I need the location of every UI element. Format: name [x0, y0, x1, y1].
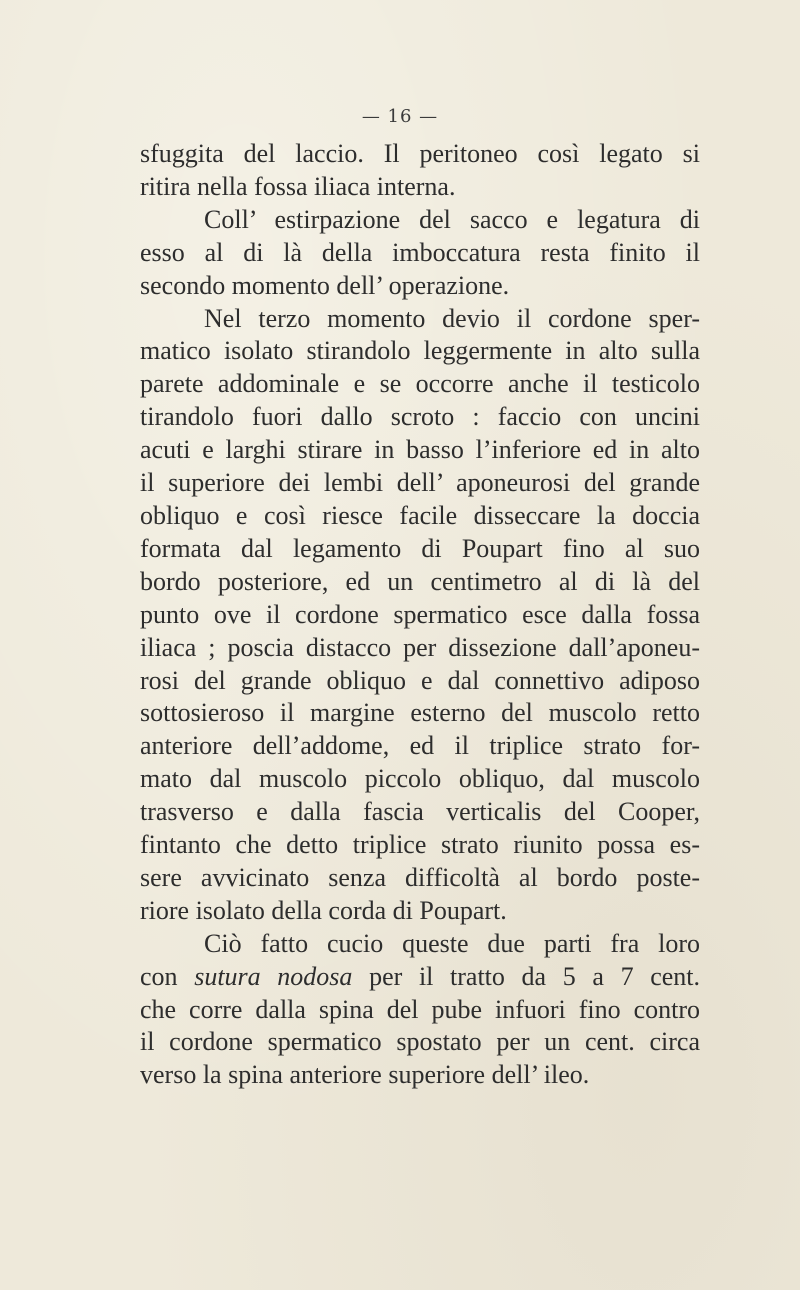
text-line: matico isolato stirandolo leggermente in alto sulla	[140, 336, 700, 366]
text-line: sere avvicinato senza difficoltà al bordo poste-	[140, 862, 700, 892]
text-line: mato dal muscolo piccolo obliquo, dal muscolo	[140, 764, 700, 794]
body-text	[140, 138, 700, 1092]
text-line: rosi del grande obliquo e dal connettivo adiposo	[140, 665, 700, 695]
text-line: formata dal legamento di Poupart fino al suo	[140, 533, 700, 563]
text-line: sottosieroso il margine esterno del muscolo retto	[140, 698, 700, 728]
text-line: obliquo e così riesce facile disseccare la doccia	[140, 500, 700, 530]
text-line: fintanto che detto triplice strato riunito possa es-	[140, 830, 700, 860]
text-line: punto ove il cordone spermatico esce dalla fossa	[140, 599, 700, 629]
text-line: iliaca ; poscia distacco per dissezione dall’aponeu-	[140, 632, 700, 662]
text-line: verso la spina anteriore superiore dell’ ileo.	[140, 1060, 590, 1090]
text-line: il cordone spermatico spostato per un cent. circa	[140, 1027, 700, 1057]
text-line: ritira nella fossa iliaca interna.	[140, 171, 456, 201]
text-line: tirandolo fuori dallo scroto : faccio con uncini	[140, 402, 700, 432]
text-fragment: per il tratto da 5 a 7 cent.	[369, 961, 701, 991]
text-line: secondo momento dell’ operazione.	[140, 270, 510, 300]
text-line: Nel terzo momento devio il cordone sper-	[204, 303, 700, 333]
text-line: acuti e larghi stirare in basso l’inferiore ed in alto	[140, 435, 700, 465]
text-line: Coll’ estirpazione del sacco e legatura di	[204, 204, 700, 234]
page-number: — 16 —	[361, 106, 439, 127]
text-line: anteriore dell’addome, ed il triplice strato for-	[140, 731, 700, 761]
text-line: parete addominale e se occorre anche il testicolo	[140, 369, 700, 399]
text-line: riore isolato della corda di Poupart.	[140, 895, 507, 925]
text-line: Ciò fatto cucio queste due parti fra loro	[204, 928, 700, 958]
text-line: sfuggita del laccio. Il peritoneo così legato si	[140, 139, 700, 168]
italic-phrase: sutura nodosa	[194, 961, 353, 991]
text-line: trasverso e dalla fascia verticalis del Cooper,	[140, 797, 700, 827]
text-line: esso al di là della imboccatura resta finito il	[140, 237, 700, 267]
text-line: bordo posteriore, ed un centimetro al di là del	[140, 566, 700, 596]
text-fragment: con	[140, 961, 178, 991]
text-line: il superiore dei lembi dell’ aponeurosi del grande	[140, 468, 700, 498]
text-line: che corre dalla spina del pube infuori fino contro	[140, 994, 700, 1024]
text-line	[140, 961, 700, 994]
